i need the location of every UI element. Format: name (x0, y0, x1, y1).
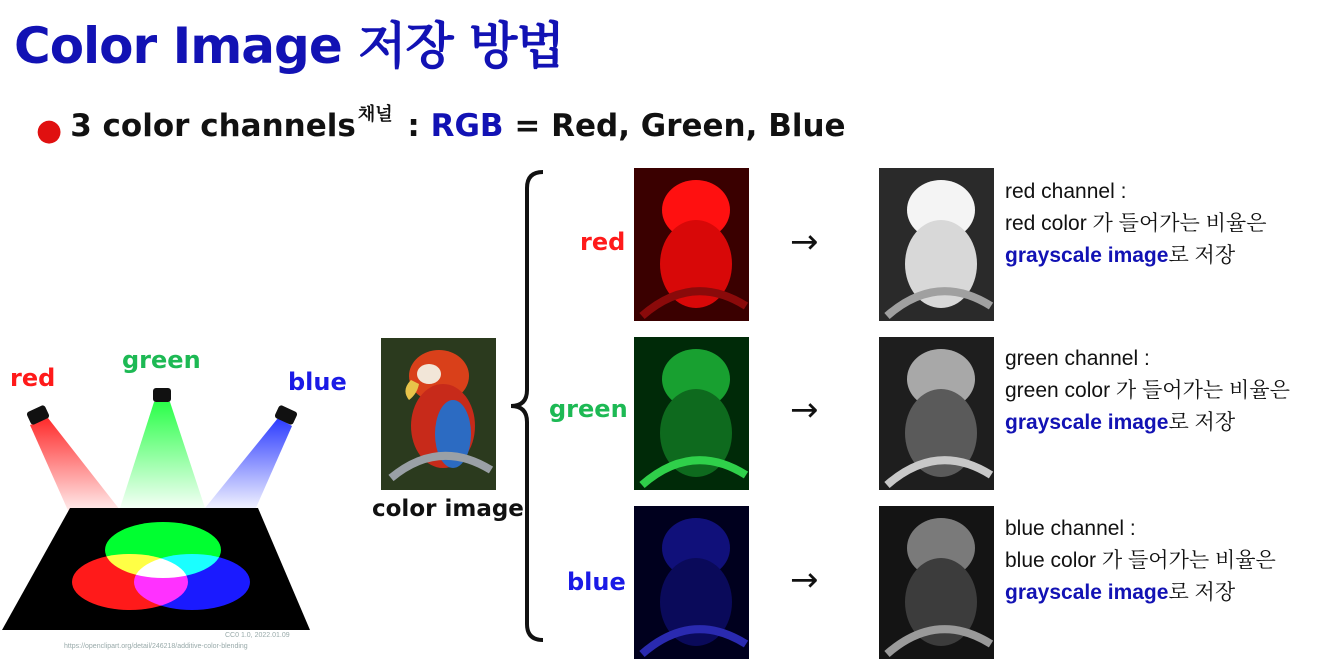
green-desc-highlight: grayscale image (1005, 411, 1169, 434)
blue-channel-description (1005, 513, 1276, 609)
bullet-superscript: 채널 (357, 104, 393, 125)
blue-desc-line1: blue channel : (1005, 517, 1136, 540)
blue-desc-suffix: 로 저장 (1168, 581, 1236, 604)
credit-license: CC0 1.0, 2022.01.09 (225, 632, 290, 639)
bullet-colon: : (396, 108, 431, 144)
green-channel-image (634, 337, 749, 490)
green-grayscale-image (879, 337, 994, 490)
green-desc-line1: green channel : (1005, 347, 1150, 370)
arrow-blue: → (790, 560, 819, 600)
color-parrot-image (381, 338, 496, 490)
color-image-label: color image (372, 496, 524, 522)
diagram-label-red: red (10, 364, 56, 392)
red-desc-line1: red channel : (1005, 180, 1127, 203)
red-grayscale-image (879, 168, 994, 321)
green-desc-line2: green color 가 들어가는 비율은 (1005, 379, 1290, 402)
blue-desc-line3 (1005, 577, 1276, 609)
arrow-red: → (790, 222, 819, 262)
red-desc-highlight: grayscale image (1005, 244, 1169, 267)
red-channel-description (1005, 176, 1267, 272)
bullet-dot: ● (36, 113, 63, 148)
channel-label-green: green (549, 395, 628, 423)
channel-label-blue: blue (567, 568, 626, 596)
credit-url: https://openclipart.org/detail/246218/additive-color-blending (64, 643, 248, 650)
red-beam (30, 418, 120, 515)
bullet-prefix: 3 color channels (70, 108, 356, 144)
bullet-rest: = Red, Green, Blue (503, 108, 846, 144)
blue-beam (205, 418, 292, 510)
blue-desc-line2: blue color 가 들어가는 비율은 (1005, 549, 1276, 572)
blue-grayscale-image (879, 506, 994, 659)
red-desc-suffix: 로 저장 (1168, 244, 1236, 267)
green-desc-suffix: 로 저장 (1168, 411, 1236, 434)
blue-channel-image (634, 506, 749, 659)
red-channel-image (634, 168, 749, 321)
channel-label-red: red (580, 228, 626, 256)
page-title: Color Image 저장 방법 (14, 17, 564, 75)
blue-desc-highlight: grayscale image (1005, 581, 1169, 604)
green-lamp-icon (153, 388, 171, 402)
diagram-label-blue: blue (288, 368, 347, 396)
blue-circle (134, 554, 250, 610)
green-beam (120, 402, 205, 508)
curly-brace (505, 168, 547, 648)
bullet-rgb: RGB (430, 108, 504, 144)
green-desc-line3 (1005, 407, 1290, 439)
red-desc-line3 (1005, 240, 1267, 272)
arrow-green: → (790, 390, 819, 430)
red-desc-line2: red color 가 들어가는 비율은 (1005, 212, 1267, 235)
diagram-label-green: green (122, 346, 201, 374)
green-channel-description (1005, 343, 1290, 439)
bullet-line (36, 104, 846, 148)
